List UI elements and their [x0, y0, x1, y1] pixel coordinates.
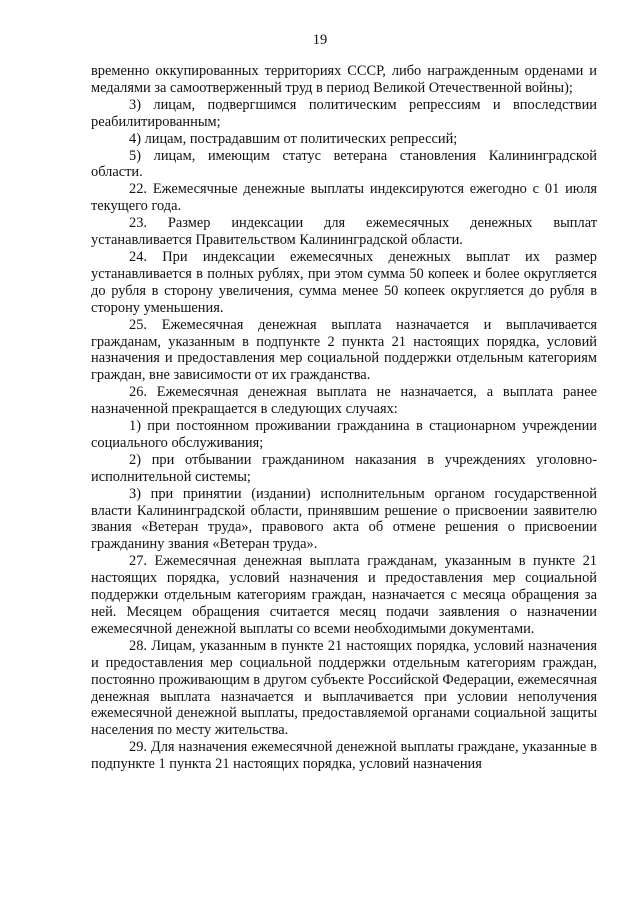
paragraph-24: 24. При индексации ежемесячных денежных выплат их размер устанавливается в полных рублях, при этом сумма 50 копеек и более округляется до рубля в сторону увеличения, сумма менее 50 копеек округляется до рубля в сторону уменьшения. [91, 248, 597, 316]
document-body [91, 63, 597, 773]
paragraph-26: 26. Ежемесячная денежная выплата не назначается, а выплата ранее назначенной прекращается в следующих случаях: [91, 384, 597, 418]
paragraph-26-item-1: 1) при постоянном проживании гражданина в стационарном учреждении социального обслуживания; [91, 418, 597, 451]
paragraph-26-item-2: 2) при отбывании гражданином наказания в учреждениях уголовно-исполнительной системы; [91, 451, 597, 485]
paragraph-item-3: 3) лицам, подвергшимся политическим репрессиям и впоследствии реабилитированным; [91, 96, 597, 130]
paragraph-item-4: 4) лицам, пострадавшим от политических репрессий; [129, 130, 458, 147]
page-number: 19 [312, 32, 328, 48]
paragraph-25: 25. Ежемесячная денежная выплата назначается и выплачивается гражданам, указанным в подпункте 2 пункта 21 настоящих порядка, условий назначения и предоставления мер социальной поддержки отдельным категориям граждан, вне зависимости от их гражданства. [91, 316, 597, 384]
paragraph-26-item-3: 3) при принятии (издании) исполнительным органом государственной власти Калининградской области, принявшим решение о присвоении заявителю звания «Ветеран труда», правового акта об отмене решения о присвоении гражданину звания «Ветеран труда». [91, 485, 597, 553]
paragraph-item-5: 5) лицам, имеющим статус ветерана становления Калининградской области. [91, 147, 597, 181]
paragraph-23: 23. Размер индексации для ежемесячных денежных выплат устанавливается Правительством Калининградской области. [91, 215, 597, 249]
paragraph-27: 27. Ежемесячная денежная выплата гражданам, указанным в пункте 21 настоящих порядка, условий назначения и предоставления мер социальной поддержки отдельным категориям граждан, назначается с месяца обращения за ней. Месяцем обращения считается месяц подачи заявления о назначении ежемесячной денежной выплаты со всеми необходимыми документами. [91, 553, 597, 637]
paragraph-22: 22. Ежемесячные денежные выплаты индексируются ежегодно с 01 июля текущего года. [91, 181, 597, 215]
paragraph-28: 28. Лицам, указанным в пункте 21 настоящих порядка, условий назначения и предоставления мер социальной поддержки отдельным категориям граждан, постоянно проживающим в другом субъекте Российской Федерации, ежемесячная денежная выплата назначается и выплачивается при условии неполучения ежемесячной денежной выплаты, предоставляемой органами социальной защиты населения по месту жительства. [91, 637, 597, 739]
paragraph-continuation: временно оккупированных территориях СССР, либо награжденным орденами и медалями за самоотверженный труд в период Великой Отечественной войны); [91, 63, 597, 96]
paragraph-29: 29. Для назначения ежемесячной денежной выплаты граждане, указанные в подпункте 1 пункта 21 настоящих порядка, условий назначения [91, 739, 597, 773]
